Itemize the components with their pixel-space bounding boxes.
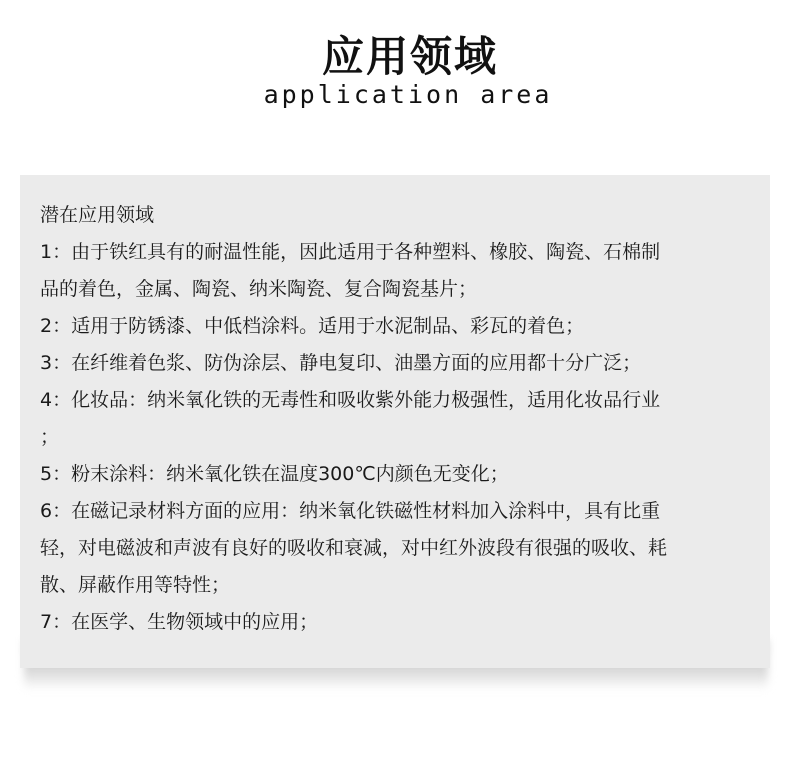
page-title: 应用领域: [321, 32, 498, 81]
content-lines: [40, 197, 760, 641]
content-line: 6：在磁记录材料方面的应用：纳米氧化铁磁性材料加入涂料中，具有比重: [40, 500, 661, 522]
content-line: ；: [40, 426, 60, 448]
content-line: 散、屏蔽作用等特性；: [40, 574, 231, 596]
content-line: 4：化妆品：纳米氧化铁的无毒性和吸收紫外能力极强性，适用化妆品行业: [40, 389, 661, 411]
content-line: 5：粉末涂料：纳米氧化铁在温度300℃内颜色无变化；: [40, 463, 509, 485]
content-line: 轻，对电磁波和声波有良好的吸收和衰减，对中红外波段有很强的吸收、耗: [40, 537, 668, 559]
content-heading: 潜在应用领域: [40, 204, 155, 226]
content-line: 1：由于铁红具有的耐温性能，因此适用于各种塑料、橡胶、陶瓷、石棉制: [40, 241, 661, 263]
content-line: 品的着色，金属、陶瓷、纳米陶瓷、复合陶瓷基片；: [40, 278, 478, 300]
content-box: [20, 175, 770, 668]
content-line: 7：在医学、生物领域中的应用；: [40, 611, 319, 633]
page-subtitle: application area: [263, 80, 553, 109]
content-line: 3：在纤维着色浆、防伪涂层、静电复印、油墨方面的应用都十分广泛；: [40, 352, 642, 374]
content-line: 2：适用于防锈漆、中低档涂料。适用于水泥制品、彩瓦的着色；: [40, 315, 585, 337]
